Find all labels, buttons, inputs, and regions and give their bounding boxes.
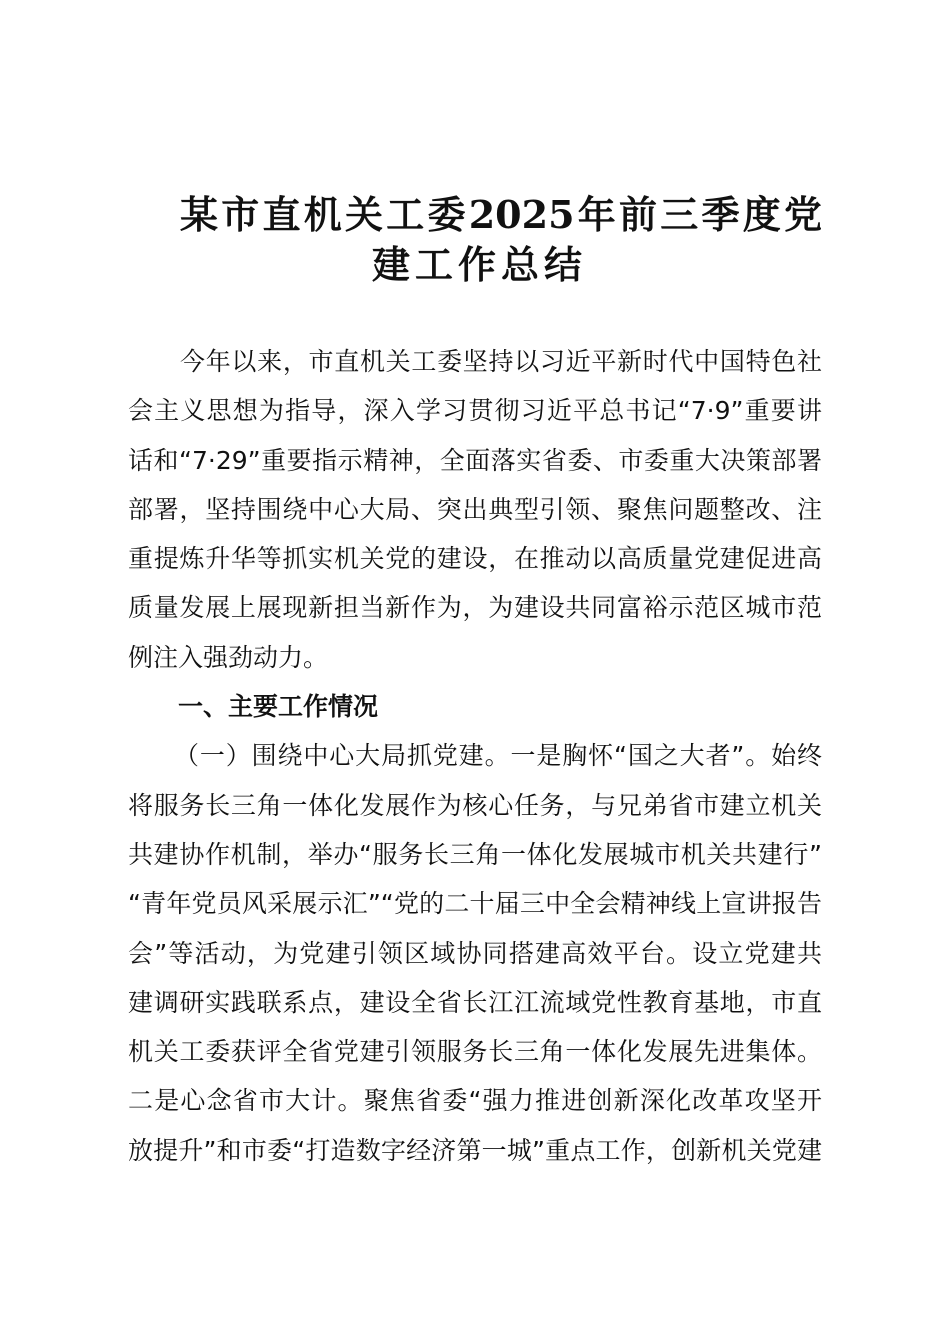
document-body	[128, 337, 822, 1175]
paragraph-line: 共建协作机制，举办“服务长三角一体化发展城市机关共建行”	[128, 839, 822, 869]
section-heading: 一、主要工作情况	[178, 692, 379, 722]
paragraph-line: 今年以来，市直机关工委坚持以习近平新时代中国特色社	[180, 347, 822, 376]
paragraph-line: 会”等活动，为党建引领区域协同搭建高效平台。设立党建共	[128, 938, 822, 968]
paragraph-line: 放提升”和市委“打造数字经济第一城”重点工作，创新机关党建	[128, 1135, 822, 1165]
paragraph-line: 重提炼升华等抓实机关党的建设，在推动以高质量党建促进高	[128, 544, 822, 574]
paragraph-line: 质量发展上展现新担当新作为，为建设共同富裕示范区城市范	[128, 593, 822, 623]
paragraph-line: 机关工委获评全省党建引领服务长三角一体化发展先进集体。	[128, 1037, 822, 1067]
paragraph-line: 建调研实践联系点，建设全省长江江流域党性教育基地，市直	[128, 987, 822, 1017]
paragraph-line: 二是心念省市大计。聚焦省委“强力推进创新深化改革攻坚开	[128, 1086, 822, 1116]
document-title-line-2: 建工作总结	[372, 242, 582, 287]
paragraph-line: 部署，坚持围绕中心大局、突出典型引领、聚焦问题整改、注	[128, 494, 822, 524]
paragraph-line: 将服务长三角一体化发展作为核心任务，与兄弟省市建立机关	[128, 790, 822, 820]
paragraph-line: “青年党员风采展示汇”“党的二十届三中全会精神线上宣讲报告	[128, 889, 822, 919]
paragraph-line: 话和“7·29”重要指示精神，全面落实省委、市委重大决策部署	[128, 445, 822, 475]
paragraph-line: 会主义思想为指导，深入学习贯彻习近平总书记“7·9”重要讲	[128, 396, 822, 426]
paragraph-line: （一）围绕中心大局抓党建。一是胸怀“国之大者”。始终	[174, 741, 822, 771]
document-title-line-1: 某市直机关工委2025年前三季度党	[180, 192, 822, 237]
paragraph-line: 例注入强劲动力。	[128, 642, 329, 672]
